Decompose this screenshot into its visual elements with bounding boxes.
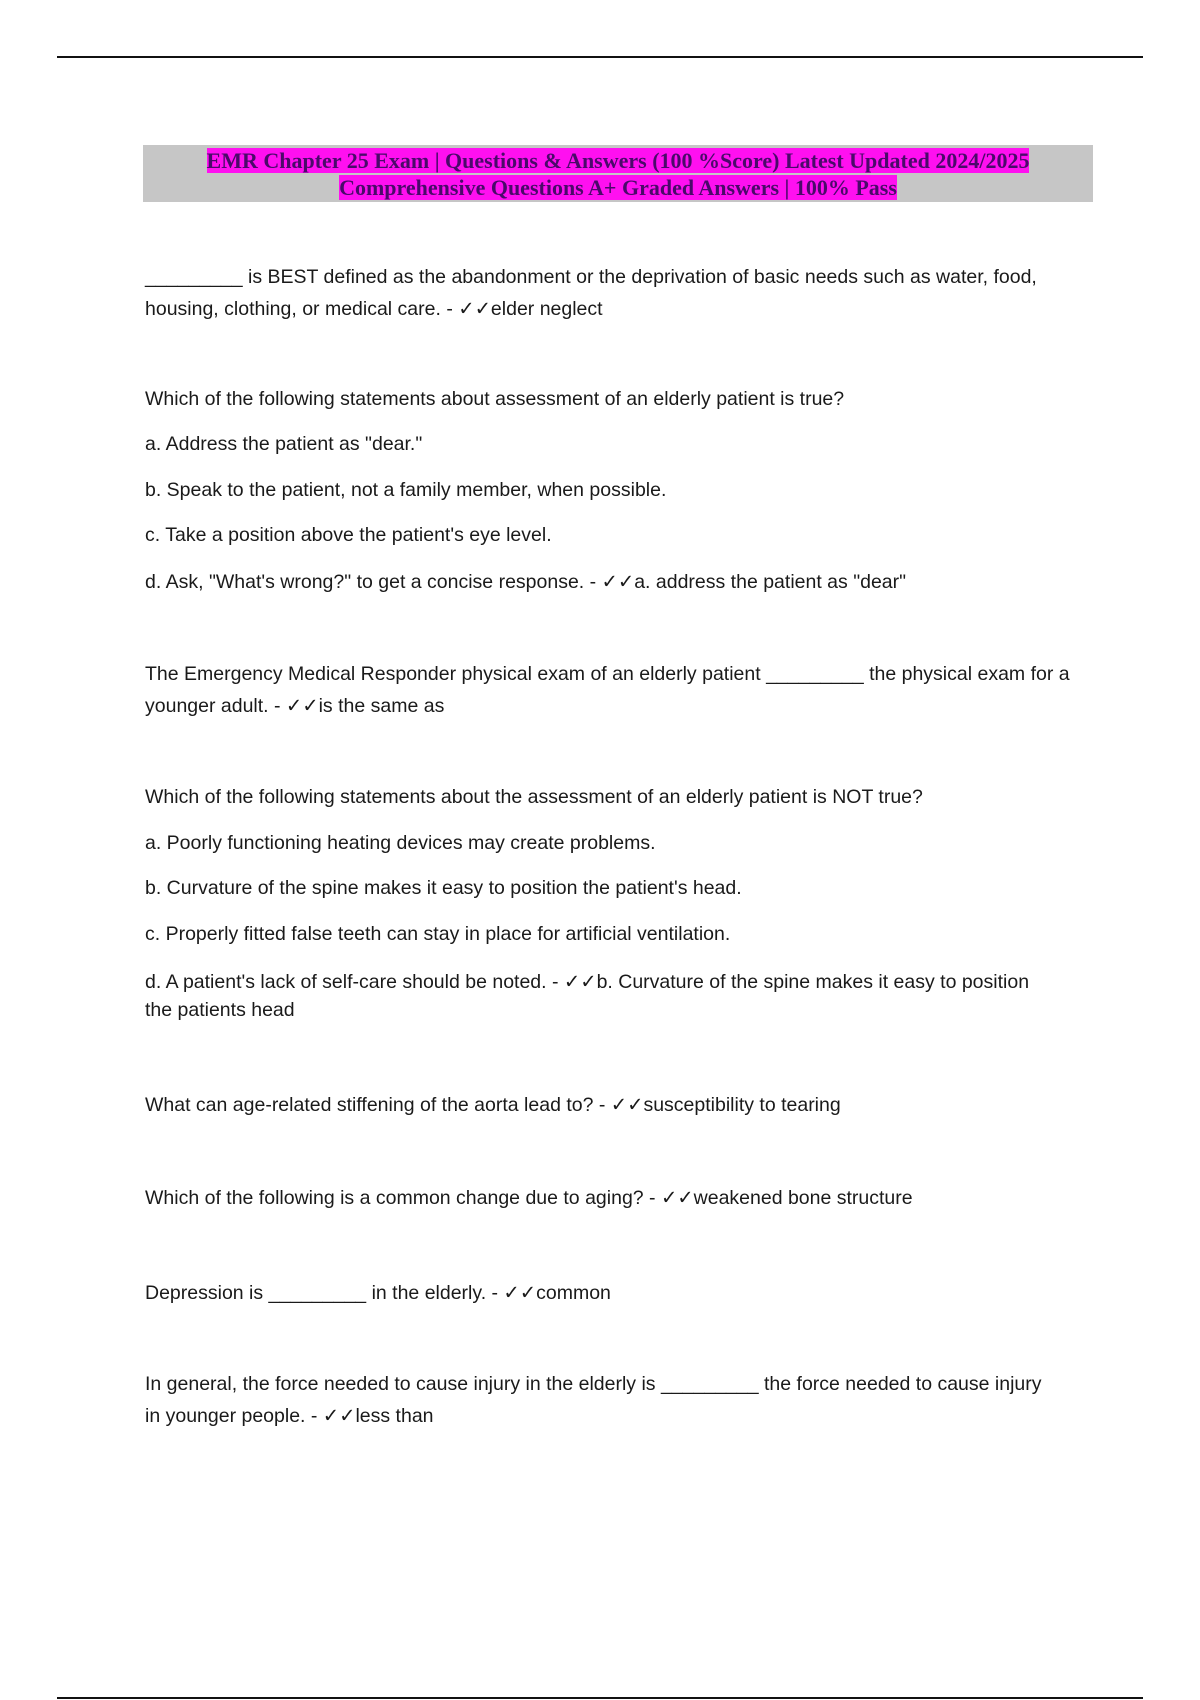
question-2-option-c: c. Take a position above the patient's eye level.: [145, 524, 552, 546]
question-4-option-d: d. A patient's lack of self-care should be noted. - ✓✓b. Curvature of the spine makes it easy to position: [145, 971, 1030, 993]
question-5: [145, 1089, 1095, 1121]
document-title: [143, 145, 1093, 202]
question-2-option-d: d. Ask, "What's wrong?" to get a concise response. - ✓✓a. address the patient as "dear": [145, 571, 907, 593]
question-2-option-b: b. Speak to the patient, not a family member, when possible.: [145, 479, 667, 501]
question-4-option-c: c. Properly fitted false teeth can stay in place for artificial ventilation.: [145, 923, 731, 945]
question-3-line-2: younger adult. - ✓✓is the same as: [145, 695, 445, 717]
question-8: [145, 1368, 1095, 1432]
question-8-line-2: in younger people. - ✓✓less than: [145, 1405, 434, 1427]
question-5-line-1: What can age-related stiffening of the aorta lead to? - ✓✓susceptibility to tearing: [145, 1094, 841, 1116]
question-6-line-1: Which of the following is a common change due to aging? - ✓✓weakened bone structure: [145, 1187, 913, 1209]
top-rule: [57, 56, 1143, 58]
question-4-stem: Which of the following statements about the assessment of an elderly patient is NOT true?: [145, 786, 923, 808]
question-4-continuation: the patients head: [145, 999, 295, 1021]
question-2-option-a: a. Address the patient as "dear.": [145, 433, 423, 455]
question-4-option-a: a. Poorly functioning heating devices may create problems.: [145, 832, 656, 854]
question-1-line-1: _________ is BEST defined as the abandonment or the deprivation of basic needs such as water, food,: [145, 266, 1037, 288]
question-1: [145, 261, 1095, 325]
question-7: [145, 1277, 1095, 1309]
question-7-line-1: Depression is _________ in the elderly. - ✓✓common: [145, 1282, 611, 1304]
title-line-1: EMR Chapter 25 Exam | Questions & Answers (100 %Score) Latest Updated 2024/2025: [206, 148, 1030, 173]
title-line-2: Comprehensive Questions A+ Graded Answers | 100% Pass: [339, 175, 897, 200]
question-2-stem: Which of the following statements about assessment of an elderly patient is true?: [145, 388, 845, 410]
question-8-line-1: In general, the force needed to cause injury in the elderly is _________ the force needed to cause injury: [145, 1373, 1042, 1395]
question-3-line-1: The Emergency Medical Responder physical exam of an elderly patient _________ the physical exam for a: [145, 663, 1070, 685]
question-6: [145, 1182, 1095, 1214]
question-3: [145, 658, 1095, 722]
bottom-rule: [57, 1697, 1143, 1699]
question-4-option-b: b. Curvature of the spine makes it easy to position the patient's head.: [145, 877, 742, 899]
question-1-line-2: housing, clothing, or medical care. - ✓✓elder neglect: [145, 298, 603, 320]
